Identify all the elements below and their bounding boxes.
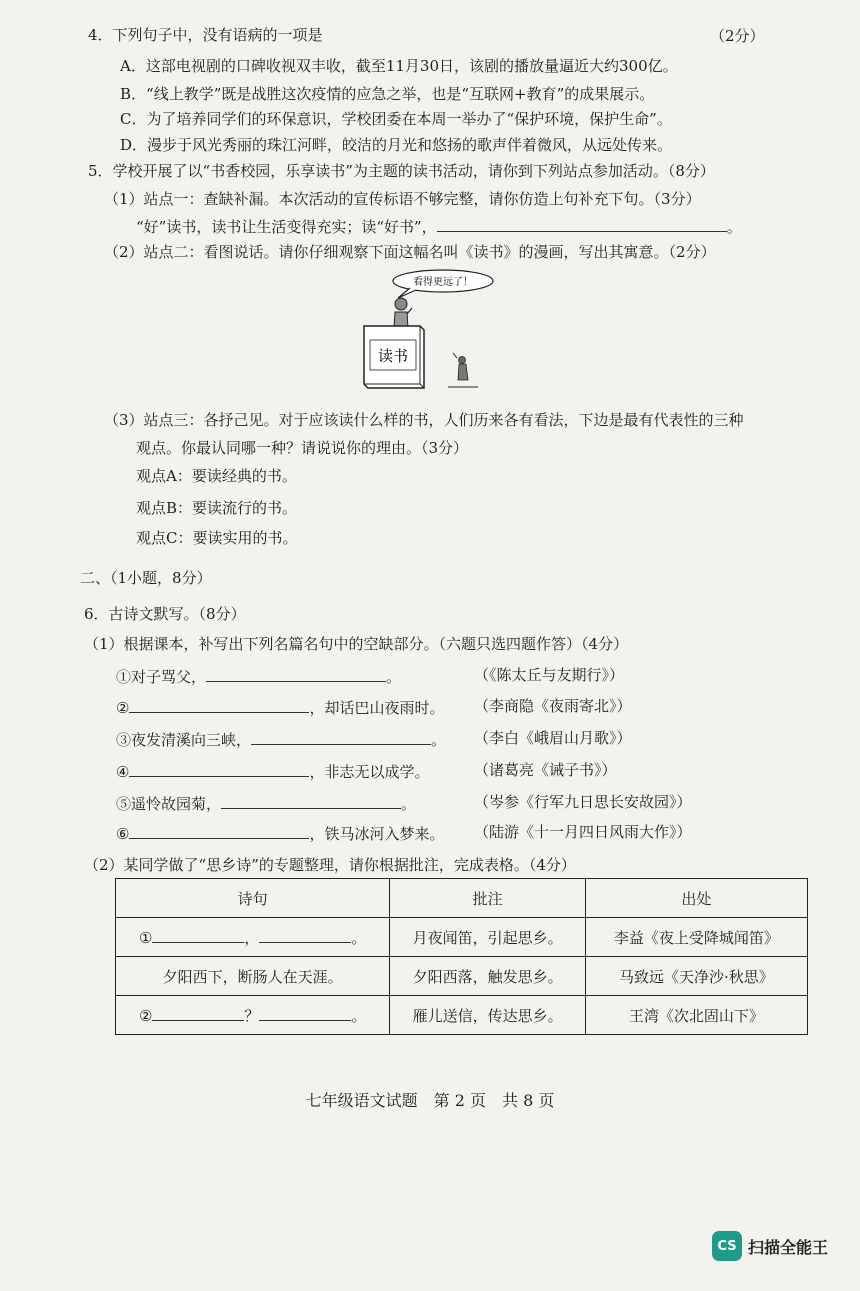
poem-item-2-blank[interactable]: [129, 696, 309, 713]
table-cell-source: 王湾《次北固山下》: [585, 996, 807, 1035]
section-2-heading: 二、（1小题，8分）: [80, 569, 212, 587]
poem-item-1-pre: ①对子骂父，: [116, 668, 207, 686]
q5-station2-title: （2）站点二：看图说话。请你仔细观察下面这幅名叫《读书》的漫画，写出其寓意。（2分）: [104, 243, 716, 261]
camscanner-logo-icon: CS: [712, 1231, 742, 1261]
row-sep: ？: [244, 1007, 260, 1025]
reading-cartoon: [358, 268, 498, 393]
table-row: [116, 996, 808, 1035]
poem-item-6-source: （陆游《十一月四日风雨大作》）: [474, 823, 692, 841]
poem-item-5-post: 。: [401, 795, 417, 813]
q6-part1-title: （1）根据课本，补写出下列名篇名句中的空缺部分。（六题只选四题作答）（4分）: [84, 635, 629, 653]
view-b: 观点B：要读流行的书。: [136, 499, 298, 517]
poem-item-6-pre: ⑥: [116, 825, 130, 843]
q5-station3-title: （3）站点三：各抒己见。对于应该读什么样的书，人们历来各有看法，下边是最有代表性的三种: [104, 411, 744, 429]
table-cell-note: 月夜闻笛，引起思乡。: [390, 918, 585, 957]
homesick-poem-table: [115, 878, 808, 1035]
cartoon-book-label: 读书: [377, 347, 409, 365]
table-cell-poem: [116, 996, 390, 1035]
table-row: [116, 957, 808, 996]
table-header-row: [116, 879, 808, 918]
poem-item-6: [116, 822, 444, 844]
poem-item-1-source: （《陈太丘与友期行》）: [474, 666, 625, 684]
view-a: 观点A：要读经典的书。: [136, 467, 297, 485]
table-blank[interactable]: [259, 926, 351, 943]
poem-item-3-pre: ③夜发清溪向三峡，: [116, 731, 252, 749]
poem-item-3-post: 。: [431, 731, 447, 749]
poem-item-2-source: （李商隐《夜雨寄北》）: [474, 697, 632, 715]
table-blank[interactable]: [152, 926, 244, 943]
q6-part2-title: （2）某同学做了“思乡诗”的专题整理，请你根据批注，完成表格。（4分）: [84, 856, 576, 874]
q4-title: 4．下列句子中，没有语病的一项是: [88, 26, 323, 44]
table-cell-poem: [116, 918, 390, 957]
poem-item-4: [116, 760, 429, 782]
table-row: [116, 918, 808, 957]
poem-item-3-blank[interactable]: [251, 728, 431, 745]
table-blank[interactable]: [259, 1004, 351, 1021]
scanner-watermark: [712, 1231, 828, 1261]
poem-item-1: [116, 665, 401, 687]
poem-item-4-post: ，非志无以成学。: [309, 763, 430, 781]
row-mark: ②: [138, 1007, 153, 1025]
q4-option-d: D．漫步于风光秀丽的珠江河畔，皎洁的月光和悠扬的歌声伴着微风，从远处传来。: [120, 136, 673, 154]
camscanner-brand-name: 扫描全能王: [748, 1237, 829, 1257]
table-blank[interactable]: [152, 1004, 244, 1021]
page-footer: 七年级语文试题 第 2 页 共 8 页: [305, 1091, 555, 1110]
poem-item-1-blank[interactable]: [206, 665, 386, 682]
poem-item-5-blank[interactable]: [221, 792, 401, 809]
table-cell-source: 马致远《天净沙·秋思》: [585, 957, 807, 996]
q4-option-a: A．这部电视剧的口碑收视双丰收，截至11月30日，该剧的播放量逼近大约300亿。: [120, 57, 678, 75]
q5-station1-title: （1）站点一：查缺补漏。本次活动的宣传标语不够完整，请你仿造上句补充下句。（3分）: [104, 190, 701, 208]
q4-option-c: C．为了培养同学们的环保意识，学校团委在本周一举办了“保护环境，保护生命”。: [120, 110, 672, 128]
table-cell-note: 夕阳西落，触发思乡。: [390, 957, 585, 996]
poem-item-3: [116, 728, 446, 750]
poem-item-4-source: （诸葛亮《诫子书》）: [474, 761, 617, 779]
poem-item-5-pre: ⑤遥怜故园菊，: [116, 795, 222, 813]
table-cell-poem: 夕阳西下，断肠人在天涯。: [116, 957, 390, 996]
poem-item-6-post: ，铁马冰河入梦来。: [309, 825, 445, 843]
q4-option-b: B．“线上教学”既是战胜这次疫情的应急之举，也是“互联网+教育”的成果展示。: [120, 85, 655, 103]
poem-item-5: [116, 792, 416, 814]
table-header: 出处: [585, 879, 807, 918]
table-cell-source: 李益《夜上受降城闻笛》: [585, 918, 807, 957]
q6-title: 6．古诗文默写。（8分）: [84, 605, 246, 623]
table-header: 诗句: [116, 879, 390, 918]
q5-title: 5．学校开展了以“书香校园，乐享读书”为主题的读书活动，请你到下列站点参加活动。（8分）: [88, 162, 715, 180]
q5-station3-title2: 观点。你最认同哪一种？请说说你的理由。（3分）: [136, 439, 469, 457]
table-cell-note: 雁儿送信，传达思乡。: [390, 996, 585, 1035]
view-c: 观点C：要读实用的书。: [136, 529, 298, 547]
poem-item-5-source: （岑参《行军九日思长安故园》）: [474, 793, 692, 811]
row-end: 。: [351, 929, 367, 947]
poem-item-4-blank[interactable]: [129, 760, 309, 777]
q4-score: （2分）: [710, 27, 765, 45]
table-header: 批注: [390, 879, 585, 918]
station1-answer-blank[interactable]: [437, 215, 727, 232]
poem-item-3-source: （李白《峨眉山月歌》）: [474, 729, 632, 747]
poem-item-4-pre: ④: [116, 763, 130, 781]
row-mark: ①: [138, 929, 153, 947]
q5-station1-line: [136, 215, 742, 237]
poem-item-2-post: ，却话巴山夜雨时。: [309, 699, 445, 717]
poem-item-2-pre: ②: [116, 699, 130, 717]
row-end: 。: [351, 1007, 367, 1025]
row-sep: ，: [244, 929, 260, 947]
station1-prompt: “好”读书，读书让生活变得充实；读“好书”，: [136, 218, 437, 236]
cartoon-bubble-text: 看得更远了！: [413, 277, 473, 288]
poem-item-6-blank[interactable]: [129, 822, 309, 839]
station1-end: 。: [726, 218, 742, 236]
poem-item-2: [116, 696, 444, 718]
poem-item-1-post: 。: [386, 668, 402, 686]
